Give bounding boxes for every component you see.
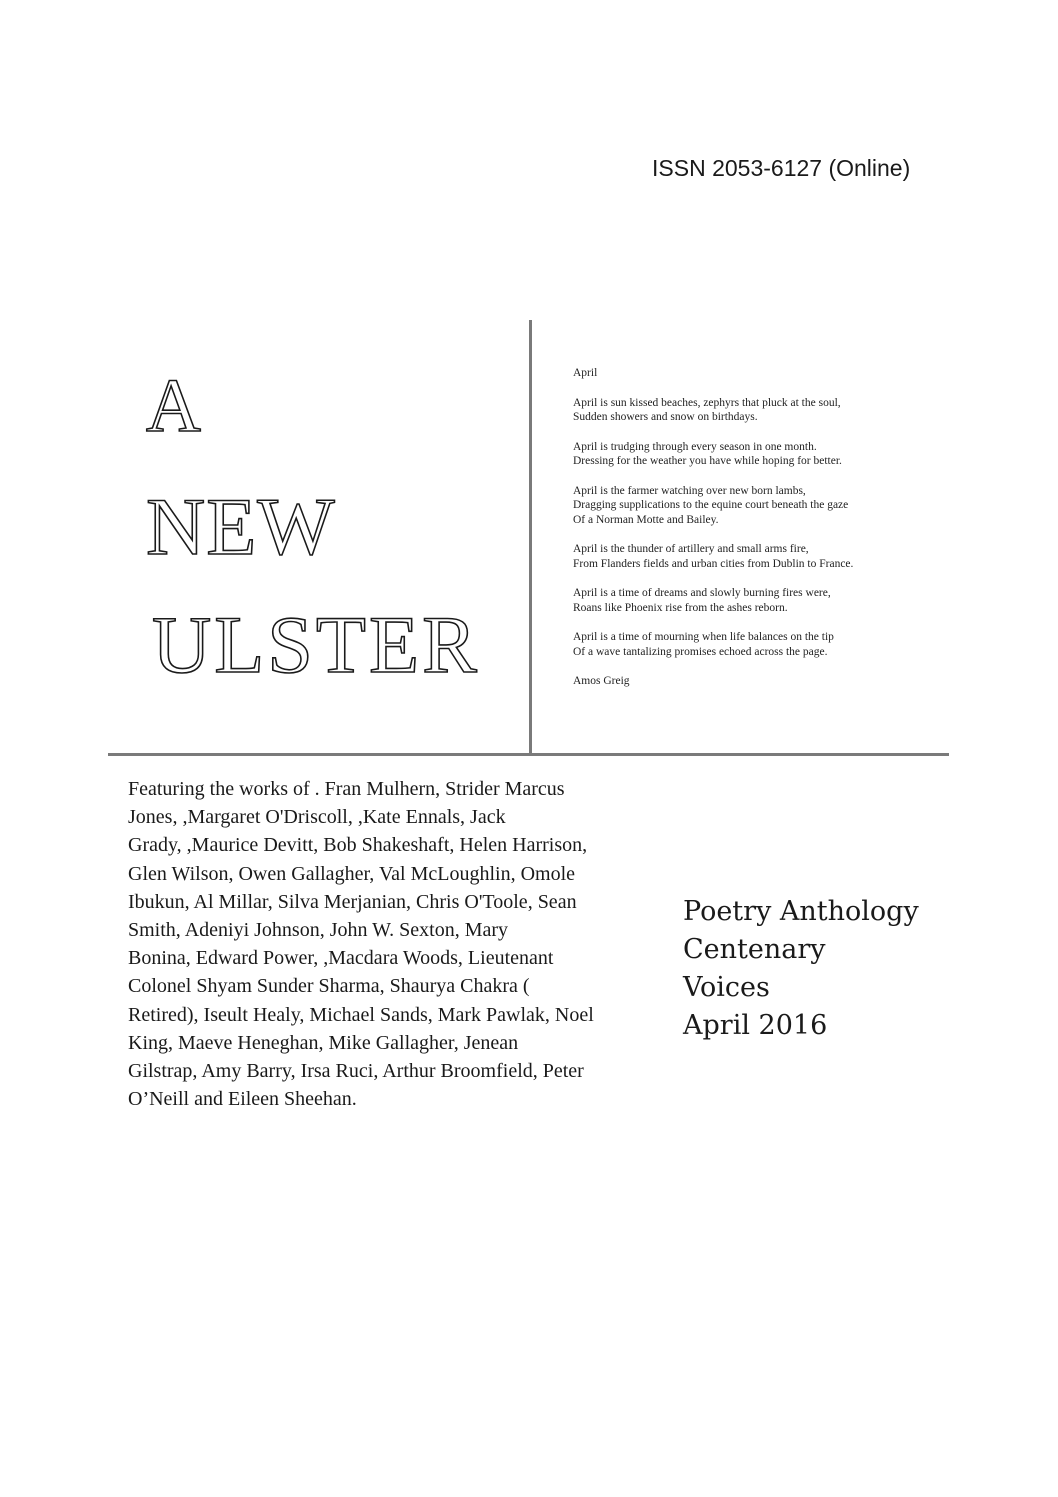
horizontal-divider	[108, 753, 949, 756]
poem-stanza	[573, 484, 923, 528]
contributors-line: O’Neill and Eileen Sheehan.	[128, 1088, 357, 1111]
contributors-line: King, Maeve Heneghan, Mike Gallagher, Jenean	[128, 1031, 519, 1054]
poem-line: Roans like Phoenix rise from the ashes reborn.	[573, 601, 788, 614]
featured-contributors	[128, 775, 633, 1113]
magazine-title-line-3: ULSTER	[152, 599, 480, 690]
poem-line: Sudden showers and snow on birthdays.	[573, 411, 758, 423]
contributors-line: Jones, ,Margaret O'Driscoll, ,Kate Ennals, Jack	[128, 806, 506, 829]
magazine-title-line-1: A	[146, 364, 203, 448]
poem-title: April	[573, 367, 598, 379]
poem-stanza	[573, 630, 923, 659]
vertical-divider	[529, 320, 532, 754]
magazine-title-line-2: NEW	[146, 481, 336, 572]
poem-line: April is the thunder of artillery and small arms fire,	[573, 543, 809, 555]
poem-author: Amos Greig	[573, 675, 630, 687]
poem-line: April is a time of dreams and slowly burning fires were,	[573, 587, 831, 599]
contributors-line: Glen Wilson, Owen Gallagher, Val McLoughlin, Omole	[128, 862, 576, 885]
poem-line: April is trudging through every season in one month.	[573, 440, 817, 453]
poem-line: Of a Norman Motte and Bailey.	[573, 513, 719, 526]
poem-stanza	[573, 440, 923, 469]
poem-stanza	[573, 586, 923, 615]
poem-line: Dressing for the weather you have while hoping for better.	[573, 455, 842, 467]
anthology-line-1: Poetry Anthology	[683, 896, 919, 927]
poem-line: Of a wave tantalizing promises echoed across the page.	[573, 645, 828, 658]
anthology-line-2: Centenary	[683, 934, 826, 965]
contributors-line: Featuring the works of . Fran Mulhern, Strider Marcus	[128, 778, 565, 800]
featured-poem	[573, 366, 923, 689]
anthology-line-3: Voices	[683, 972, 770, 1003]
contributors-line: Colonel Shyam Sunder Sharma, Shaurya Chakra (	[128, 975, 530, 998]
poem-line: April is a time of mourning when life balances on the tip	[573, 631, 834, 643]
anthology-line-4: April 2016	[683, 1010, 828, 1041]
anthology-caption	[683, 893, 919, 1045]
contributors-line: Smith, Adeniyi Johnson, John W. Sexton, Mary	[128, 919, 509, 942]
issn-number: ISSN 2053-6127 (Online)	[652, 155, 911, 181]
contributors-line: Ibukun, Al Millar, Silva Merjanian, Chris O'Toole, Sean	[128, 890, 577, 913]
poem-line: From Flanders fields and urban cities from Dublin to France.	[573, 557, 854, 570]
poem-line: April is sun kissed beaches, zephyrs that pluck at the soul,	[573, 396, 841, 409]
contributors-line: Retired), Iseult Healy, Michael Sands, Mark Pawlak, Noel	[128, 1003, 594, 1026]
poem-stanza	[573, 396, 923, 425]
poem-stanza	[573, 542, 923, 571]
contributors-line: Gilstrap, Amy Barry, Irsa Ruci, Arthur Broomfield, Peter	[128, 1060, 584, 1083]
contributors-line: Grady, ,Maurice Devitt, Bob Shakeshaft, Helen Harrison,	[128, 834, 588, 857]
poem-line: April is the farmer watching over new born lambs,	[573, 484, 806, 497]
contributors-line: Bonina, Edward Power, ,Macdara Woods, Lieutenant	[128, 947, 554, 970]
poem-line: Dragging supplications to the equine court beneath the gaze	[573, 499, 849, 511]
